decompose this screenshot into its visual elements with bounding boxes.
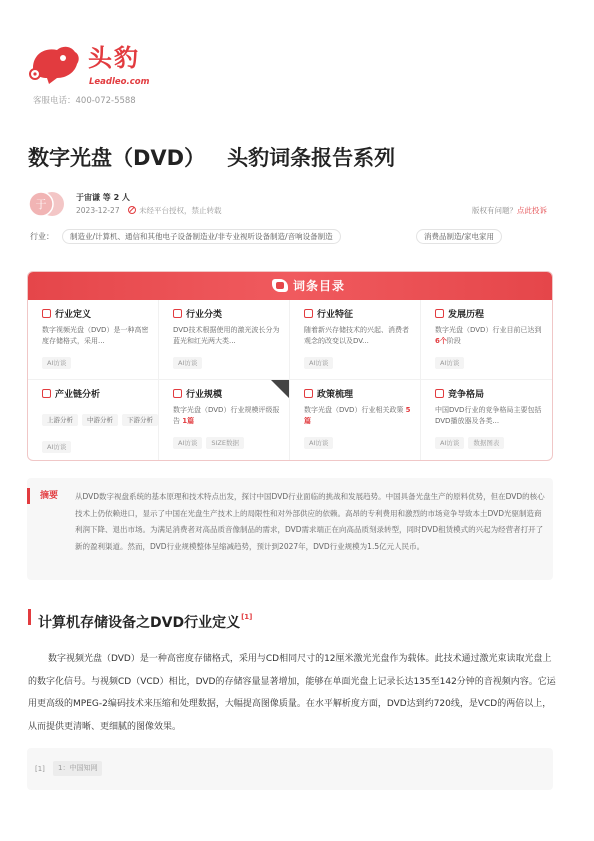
author-avatars[interactable]: [28, 191, 66, 217]
catalog-item-pills: [435, 430, 552, 449]
catalog-grid: [28, 300, 552, 460]
section-heading-text: 计算机存储设备之DVD行业定义: [38, 615, 241, 631]
leopard-logo-icon: [27, 44, 81, 88]
ai-interview-pill[interactable]: AI访谈: [42, 441, 71, 453]
catalog-item-definition[interactable]: [28, 300, 159, 380]
catalog-item-desc: [435, 325, 543, 347]
catalog-item-head: [42, 389, 158, 401]
catalog-item-desc: DVD技术根据使用的激光波长分为蓝光和红光两大类...: [173, 326, 280, 345]
ai-interview-pill[interactable]: AI访谈: [173, 357, 202, 369]
ai-interview-pill[interactable]: AI访谈: [304, 357, 333, 369]
section-accent-bar: [28, 609, 31, 625]
catalog-item-competition[interactable]: [421, 380, 552, 460]
page-title: [28, 144, 395, 172]
catalog-item-desc: 数字视频光盘（DVD）是一种高密度存储格式，采用...: [42, 326, 149, 345]
reference-source[interactable]: 1：中国知网: [53, 761, 102, 776]
desc-text: 数字光盘（DVD）行业相关政策: [304, 406, 406, 414]
catalog-item-features[interactable]: [290, 300, 421, 380]
catalog-item-title: 行业定义: [55, 310, 92, 320]
ai-interview-pill[interactable]: AI访谈: [42, 357, 71, 369]
copyright-report: [472, 206, 547, 216]
catalog-item-history[interactable]: [421, 300, 552, 380]
ai-interview-pill[interactable]: AI访谈: [435, 437, 464, 449]
classify-icon: [173, 309, 182, 318]
leopard-badge-icon: [272, 279, 288, 292]
downstream-tab[interactable]: 下游分析: [122, 414, 158, 426]
abstract-text: 从DVD数字视盘系统的基本原理和技术特点出发，探讨中国DVD行业面临的挑战和发展趋势。中国具备光盘生产的原料优势，但在DVD的核心技术上仍依赖进口，显示了中国在光盘生产技术上的局限性和对外部供应的依赖。高昂的专利费用和激烈的市场竞争导致本土DVD光驱制造商利润下降、退出市场。为满足消费者对高品质音像制品的需求，DVD需求端正在向高品质刻录转型，同时DVD租赁模式的兴起为经营者打开了新的盈利渠道。然而，DVD行业规模整体呈缩减趋势，预计到2027年，DVD行业规模为1.5亿元人民币。: [75, 492, 545, 551]
book-icon: [42, 309, 51, 318]
abstract-box: [27, 478, 553, 580]
rights-question: 版权有问题？: [472, 206, 517, 215]
abstract-accent-bar: [27, 488, 30, 504]
catalog-item-title: 竞争格局: [448, 390, 485, 400]
industry-tag[interactable]: 制造业/计算机、通信和其他电子设备制造业/非专业视听设备制造/音响设备制造: [62, 229, 341, 244]
catalog-item-desc: [173, 405, 281, 427]
catalog-item-desc: 随着新兴存储技术的兴起、消费者观念的改变以及DV...: [304, 326, 409, 345]
avatar-initial: 于: [35, 198, 47, 211]
desc-count: 5篇: [304, 406, 411, 425]
catalog-card: [27, 271, 553, 461]
upstream-tab[interactable]: 上游分析: [42, 414, 78, 426]
feature-icon: [304, 309, 313, 318]
catalog-title-text: 词条目录: [293, 279, 346, 293]
catalog-item-pills: [173, 350, 289, 369]
industry-tag[interactable]: 消费品制造/家电家用: [416, 229, 502, 244]
section-heading: [38, 606, 252, 634]
industry-label: 行业：: [30, 232, 54, 241]
catalog-item-head: [435, 309, 552, 321]
catalog-item-pills: [173, 430, 289, 449]
catalog-header: [28, 272, 552, 300]
catalog-item-classification[interactable]: [159, 300, 290, 380]
catalog-item-head: [435, 389, 552, 401]
desc-text: 数字光盘（DVD）行业规模评级报告: [173, 406, 280, 425]
ai-interview-pill[interactable]: AI访谈: [435, 357, 464, 369]
chart-icon: [173, 389, 182, 398]
catalog-title: [272, 278, 345, 294]
midstream-tab[interactable]: 中游分析: [82, 414, 118, 426]
chain-tabs: [42, 407, 158, 426]
ai-interview-pill[interactable]: AI访谈: [173, 437, 202, 449]
publish-date: 2023-12-27: [76, 206, 120, 215]
reference-box: [27, 748, 553, 790]
service-phone: 客服电话：400-072-5588: [33, 96, 136, 106]
footnote-ref[interactable]: [1]: [241, 613, 253, 621]
brand-site[interactable]: Leadleo.com: [89, 77, 150, 87]
desc-text: 数字光盘（DVD）行业目前已达到: [435, 326, 542, 334]
data-chart-pill[interactable]: 数据图表: [468, 437, 504, 449]
section-body: 数字视频光盘（DVD）是一种高密度存储格式，采用与CD相同尺寸的12厘米激光光盘作为载体。此技术通过激光束读取光盘上的数字化信号。与视频CD（VCD）相比，DVD的存储容量显著增加，能够在单面光盘上记录长达135至142分钟的音视频内容。它运用更高级的MPEG-2编码技术来压缩和处理数据，大幅提高图像质量。在水平解析度方面，DVD达到约720线，是VCD的两倍以上，从而提供更清晰、更细腻的图像效果。: [28, 654, 556, 732]
catalog-item-pills: [304, 350, 420, 369]
catalog-item-pills: [435, 350, 552, 369]
catalog-item-head: [173, 309, 289, 321]
chain-icon: [42, 389, 51, 398]
catalog-item-head: [304, 309, 420, 321]
desc-text: 阶段: [446, 337, 461, 345]
brand-name: 头豹: [88, 44, 140, 72]
catalog-item-title: 政策梳理: [317, 390, 354, 400]
size-data-pill[interactable]: SIZE数据: [206, 437, 244, 449]
desc-count: 1篇: [182, 417, 195, 425]
abstract-label: 摘要: [40, 491, 59, 501]
catalog-item-head: [42, 309, 158, 321]
flag-icon: [435, 309, 444, 318]
catalog-item-pills: [42, 350, 158, 369]
catalog-item-desc: [304, 405, 412, 427]
catalog-item-title: 行业分类: [186, 310, 223, 320]
ai-interview-pill[interactable]: AI访谈: [304, 437, 333, 449]
copy-notice-text: 未经平台授权，禁止转载: [139, 206, 222, 215]
catalog-item-head: [304, 389, 420, 401]
catalog-item-title: 产业链分析: [55, 390, 101, 400]
catalog-item-chain[interactable]: [28, 380, 159, 460]
catalog-item-pills: [42, 434, 158, 453]
catalog-item-policy[interactable]: [290, 380, 421, 460]
report-series: 头豹词条报告系列: [227, 146, 396, 170]
compete-icon: [435, 389, 444, 398]
corner-badge: [271, 380, 289, 398]
report-title: 数字光盘（DVD）: [28, 146, 206, 170]
authors[interactable]: 于宙谦 等 2 人: [76, 193, 130, 202]
catalog-item-pills: [304, 430, 420, 449]
copy-notice: [128, 206, 222, 216]
desc-count: 6个: [435, 337, 447, 345]
catalog-item-title: 行业规模: [186, 390, 223, 400]
catalog-item-desc: 中国DVD行业的竞争格局主要包括DVD播放器及各类...: [435, 406, 542, 425]
complaint-link[interactable]: 点此投诉: [517, 206, 547, 215]
reference-number: [1]: [35, 765, 45, 773]
catalog-item-title: 行业特征: [317, 310, 354, 320]
catalog-item-scale[interactable]: [159, 380, 290, 460]
prohibited-icon: [128, 206, 136, 214]
catalog-item-title: 发展历程: [448, 310, 485, 320]
policy-icon: [304, 389, 313, 398]
